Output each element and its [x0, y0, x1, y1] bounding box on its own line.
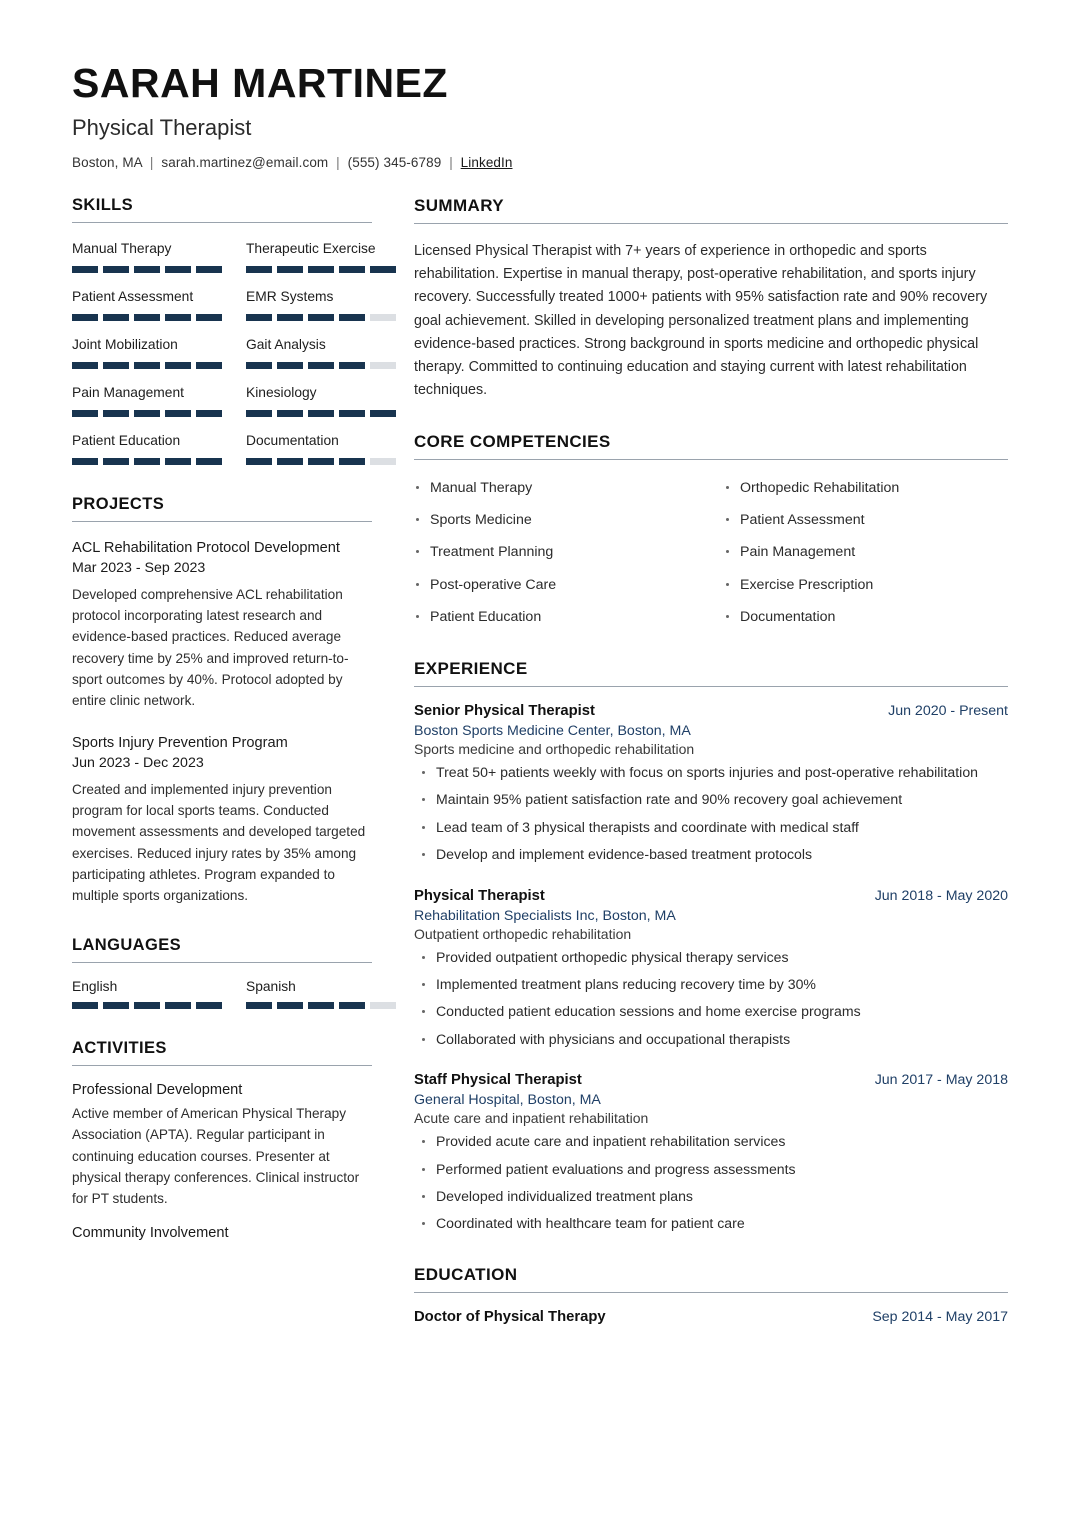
- bar-filled: [103, 362, 129, 369]
- languages-grid: [72, 979, 372, 1009]
- project-description: Created and implemented injury prevention program for local sports teams. Conducted movement assessments and developed targeted exercises. Reduced injury rates by 35% among participating athletes. Program expanded to multiple sports organizations.: [72, 782, 366, 904]
- competency-item: Pain Management: [724, 540, 1008, 564]
- activities-section: [72, 1039, 372, 1241]
- contact-separator-2: |: [336, 155, 340, 171]
- job-company: Boston Sports Medicine Center, Boston, MA: [414, 722, 691, 739]
- bar-filled: [246, 362, 272, 369]
- education-heading: EDUCATION: [414, 1265, 1008, 1293]
- summary-heading: SUMMARY: [414, 196, 1008, 224]
- skill-label: Patient Assessment: [72, 289, 194, 305]
- job-bullet: Conducted patient education sessions and home exercise programs: [414, 1001, 1008, 1022]
- project-description: Developed comprehensive ACL rehabilitation protocol incorporating latest research and evidence-based practices. Reduced average recovery time by 25% and improved return-to-sport outcomes by 40%. Protocol adopted by entire clinic network.: [72, 586, 349, 708]
- bar-filled: [134, 314, 160, 321]
- project-item: [72, 538, 372, 711]
- projects-heading: PROJECTS: [72, 495, 372, 522]
- activity-item: [72, 1225, 372, 1241]
- bar-filled: [103, 314, 129, 321]
- education-section: [414, 1265, 1008, 1325]
- activities-heading: ACTIVITIES: [72, 1039, 372, 1066]
- bar-filled: [165, 458, 191, 465]
- bar-filled: [165, 362, 191, 369]
- job-bullet: Provided acute care and inpatient rehabilitation services: [414, 1131, 1008, 1152]
- bar-filled: [196, 410, 222, 417]
- skill-label: Gait Analysis: [246, 337, 326, 353]
- competencies-grid: [414, 476, 1008, 629]
- summary-section: [414, 196, 1008, 402]
- skill-label: Patient Education: [72, 433, 181, 449]
- skill-level-bars: [246, 458, 396, 465]
- experience-section: [414, 659, 1008, 1235]
- contact-email[interactable]: sarah.martinez@email.com: [161, 155, 329, 171]
- bar-filled: [277, 458, 303, 465]
- skills-heading: SKILLS: [72, 196, 372, 223]
- job-bullet: Coordinated with healthcare team for patient care: [414, 1213, 1008, 1234]
- candidate-title: Physical Therapist: [72, 115, 252, 141]
- experience-header-row: [414, 703, 1008, 719]
- bar-filled: [165, 266, 191, 273]
- bar-filled: [370, 410, 396, 417]
- project-dates: Jun 2023 - Dec 2023: [72, 755, 204, 772]
- bar-filled: [277, 410, 303, 417]
- bar-filled: [339, 362, 365, 369]
- languages-section: [72, 936, 372, 1009]
- skill-level-bars: [246, 314, 396, 321]
- bar-filled: [246, 410, 272, 417]
- bar-filled: [72, 314, 98, 321]
- skills-section: [72, 196, 376, 465]
- bar-filled: [308, 266, 334, 273]
- language-label: English: [72, 979, 118, 995]
- competency-item: Post-operative Care: [414, 573, 698, 597]
- right-column: [414, 196, 1008, 1355]
- job-dates: Jun 2017 - May 2018: [874, 1072, 1008, 1089]
- skill-label: Documentation: [246, 433, 339, 449]
- bar-filled: [103, 458, 129, 465]
- job-title: Senior Physical Therapist: [414, 702, 595, 719]
- bar-filled: [339, 314, 365, 321]
- skill-level-bars: [246, 362, 396, 369]
- resume-header: [72, 62, 1008, 170]
- job-bullet: Developed individualized treatment plans: [414, 1186, 1008, 1207]
- experience-item: [414, 1072, 1008, 1235]
- project-dates: Mar 2023 - Sep 2023: [72, 559, 206, 576]
- contact-location: Boston, MA: [72, 155, 143, 171]
- bar-filled: [277, 1002, 303, 1009]
- bar-filled: [72, 458, 98, 465]
- skill-label: Manual Therapy: [72, 241, 172, 257]
- bar-filled: [196, 458, 222, 465]
- bar-filled: [134, 410, 160, 417]
- bar-filled: [246, 1002, 272, 1009]
- contact-line: [72, 155, 1008, 170]
- contact-separator-1: |: [149, 155, 154, 171]
- education-item: [414, 1309, 1008, 1325]
- bar-filled: [277, 362, 303, 369]
- competency-item: Patient Assessment: [724, 508, 1008, 532]
- bar-filled: [134, 1002, 160, 1009]
- job-company: General Hospital, Boston, MA: [414, 1092, 601, 1109]
- bar-filled: [370, 266, 396, 273]
- skill-item: [246, 287, 396, 321]
- competency-item: Treatment Planning: [414, 540, 698, 564]
- bar-filled: [72, 362, 98, 369]
- bar-empty: [370, 314, 396, 321]
- job-company: Rehabilitation Specialists Inc, Boston, MA: [414, 907, 676, 924]
- bar-empty: [370, 458, 396, 465]
- competency-item: Orthopedic Rehabilitation: [724, 476, 1008, 500]
- skill-label: Pain Management: [72, 385, 184, 401]
- skill-item: [72, 431, 222, 465]
- skill-item: [72, 287, 222, 321]
- bar-filled: [246, 266, 272, 273]
- job-bullets: [414, 947, 1008, 1051]
- language-label: Spanish: [246, 979, 296, 995]
- skill-item: [246, 431, 396, 465]
- language-item: [246, 979, 396, 1009]
- bar-filled: [196, 314, 222, 321]
- experience-item: [414, 703, 1008, 866]
- bar-filled: [134, 266, 160, 273]
- competency-item: Documentation: [724, 605, 1008, 629]
- skill-item: [246, 239, 396, 273]
- bar-filled: [165, 410, 191, 417]
- job-subtitle: Acute care and inpatient rehabilitation: [414, 1110, 649, 1127]
- job-bullets: [414, 1131, 1008, 1235]
- skill-level-bars: [72, 266, 222, 273]
- experience-header-row: [414, 1072, 1008, 1088]
- competencies-section: [414, 432, 1008, 629]
- bar-filled: [308, 362, 334, 369]
- linkedin-link[interactable]: LinkedIn: [460, 155, 513, 171]
- experience-header-row: [414, 888, 1008, 904]
- skill-label: EMR Systems: [246, 289, 334, 305]
- bar-filled: [339, 458, 365, 465]
- activity-item: [72, 1082, 372, 1209]
- skill-label: Joint Mobilization: [72, 337, 178, 353]
- skill-level-bars: [246, 266, 396, 273]
- bar-filled: [196, 362, 222, 369]
- skill-item: [72, 383, 222, 417]
- job-dates: Jun 2018 - May 2020: [874, 887, 1008, 904]
- bar-filled: [308, 314, 334, 321]
- skill-label: Therapeutic Exercise: [246, 241, 376, 257]
- bar-filled: [339, 1002, 365, 1009]
- activity-title: Community Involvement: [72, 1225, 229, 1242]
- skill-item: [246, 335, 396, 369]
- activity-description: Active member of American Physical Therapy Association (APTA). Regular participant in continuing education courses. Presenter at physical therapy conferences. Clinical instructor for PT students.: [72, 1106, 360, 1207]
- job-title: Staff Physical Therapist: [414, 1072, 582, 1089]
- bar-filled: [339, 266, 365, 273]
- job-bullet: Treat 50+ patients weekly with focus on sports injuries and post-operative rehabilitation: [414, 762, 1008, 783]
- skills-grid: [72, 239, 376, 465]
- project-item: [72, 733, 372, 906]
- languages-heading: LANGUAGES: [72, 936, 372, 963]
- bar-filled: [277, 314, 303, 321]
- bar-filled: [134, 362, 160, 369]
- candidate-name: SARAH MARTINEZ: [72, 60, 448, 106]
- skill-level-bars: [246, 410, 396, 417]
- job-bullet: Collaborated with physicians and occupational therapists: [414, 1029, 1008, 1050]
- resume-columns: [72, 196, 1008, 1355]
- bar-filled: [196, 1002, 222, 1009]
- project-title: ACL Rehabilitation Protocol Development: [72, 540, 340, 557]
- bar-filled: [339, 410, 365, 417]
- competency-item: Patient Education: [414, 605, 698, 629]
- education-degree: Doctor of Physical Therapy: [414, 1308, 606, 1325]
- job-subtitle: Sports medicine and orthopedic rehabilitation: [414, 740, 695, 757]
- project-title: Sports Injury Prevention Program: [72, 735, 288, 752]
- summary-text: Licensed Physical Therapist with 7+ years of experience in orthopedic and sports rehabilitation. Expertise in manual therapy, post-operative rehabilitation, and sports injury recovery. Successfully treated 1000+ patients with 95% satisfaction rate and 90% recovery goal achievement. Skilled in developing personalized treatment plans and implementing evidence-based practices. Strong background in sports medicine and orthopedic physical therapy. Committed to continuing education and staying current with latest rehabilitation techniques.: [414, 243, 988, 398]
- skill-label: Kinesiology: [246, 385, 317, 401]
- bar-filled: [277, 266, 303, 273]
- activity-title: Professional Development: [72, 1082, 243, 1099]
- competency-item: Manual Therapy: [414, 476, 698, 500]
- bar-filled: [103, 410, 129, 417]
- bar-empty: [370, 1002, 396, 1009]
- job-subtitle: Outpatient orthopedic rehabilitation: [414, 925, 632, 942]
- contact-separator-3: |: [449, 155, 453, 171]
- skill-item: [72, 239, 222, 273]
- bar-filled: [72, 266, 98, 273]
- job-title: Physical Therapist: [414, 887, 545, 904]
- skill-level-bars: [72, 314, 222, 321]
- experience-heading: EXPERIENCE: [414, 659, 1008, 687]
- competency-item: Sports Medicine: [414, 508, 698, 532]
- bar-empty: [370, 362, 396, 369]
- job-bullet: Develop and implement evidence-based treatment protocols: [414, 844, 1008, 865]
- job-bullet: Provided outpatient orthopedic physical therapy services: [414, 947, 1008, 968]
- contact-phone: (555) 345-6789: [347, 155, 442, 171]
- left-column: [72, 196, 376, 1271]
- education-dates: Sep 2014 - May 2017: [872, 1308, 1008, 1325]
- experience-item: [414, 888, 1008, 1051]
- bar-filled: [308, 410, 334, 417]
- language-level-bars: [72, 1002, 222, 1009]
- bar-filled: [103, 1002, 129, 1009]
- bar-filled: [134, 458, 160, 465]
- bar-filled: [72, 410, 98, 417]
- skill-item: [72, 335, 222, 369]
- bar-filled: [246, 314, 272, 321]
- bar-filled: [165, 314, 191, 321]
- job-bullet: Maintain 95% patient satisfaction rate and 90% recovery goal achievement: [414, 789, 1008, 810]
- bar-filled: [308, 1002, 334, 1009]
- bar-filled: [165, 1002, 191, 1009]
- job-bullets: [414, 762, 1008, 866]
- competency-item: Exercise Prescription: [724, 573, 1008, 597]
- skill-level-bars: [72, 410, 222, 417]
- language-item: [72, 979, 222, 1009]
- bar-filled: [246, 458, 272, 465]
- language-level-bars: [246, 1002, 396, 1009]
- competencies-heading: CORE COMPETENCIES: [414, 432, 1008, 460]
- bar-filled: [103, 266, 129, 273]
- skill-level-bars: [72, 458, 222, 465]
- bar-filled: [308, 458, 334, 465]
- bar-filled: [72, 1002, 98, 1009]
- projects-section: [72, 495, 372, 906]
- bar-filled: [196, 266, 222, 273]
- job-bullet: Implemented treatment plans reducing recovery time by 30%: [414, 974, 1008, 995]
- job-bullet: Lead team of 3 physical therapists and coordinate with medical staff: [414, 817, 1008, 838]
- job-bullet: Performed patient evaluations and progress assessments: [414, 1159, 1008, 1180]
- job-dates: Jun 2020 - Present: [888, 702, 1008, 719]
- skill-item: [246, 383, 396, 417]
- skill-level-bars: [72, 362, 222, 369]
